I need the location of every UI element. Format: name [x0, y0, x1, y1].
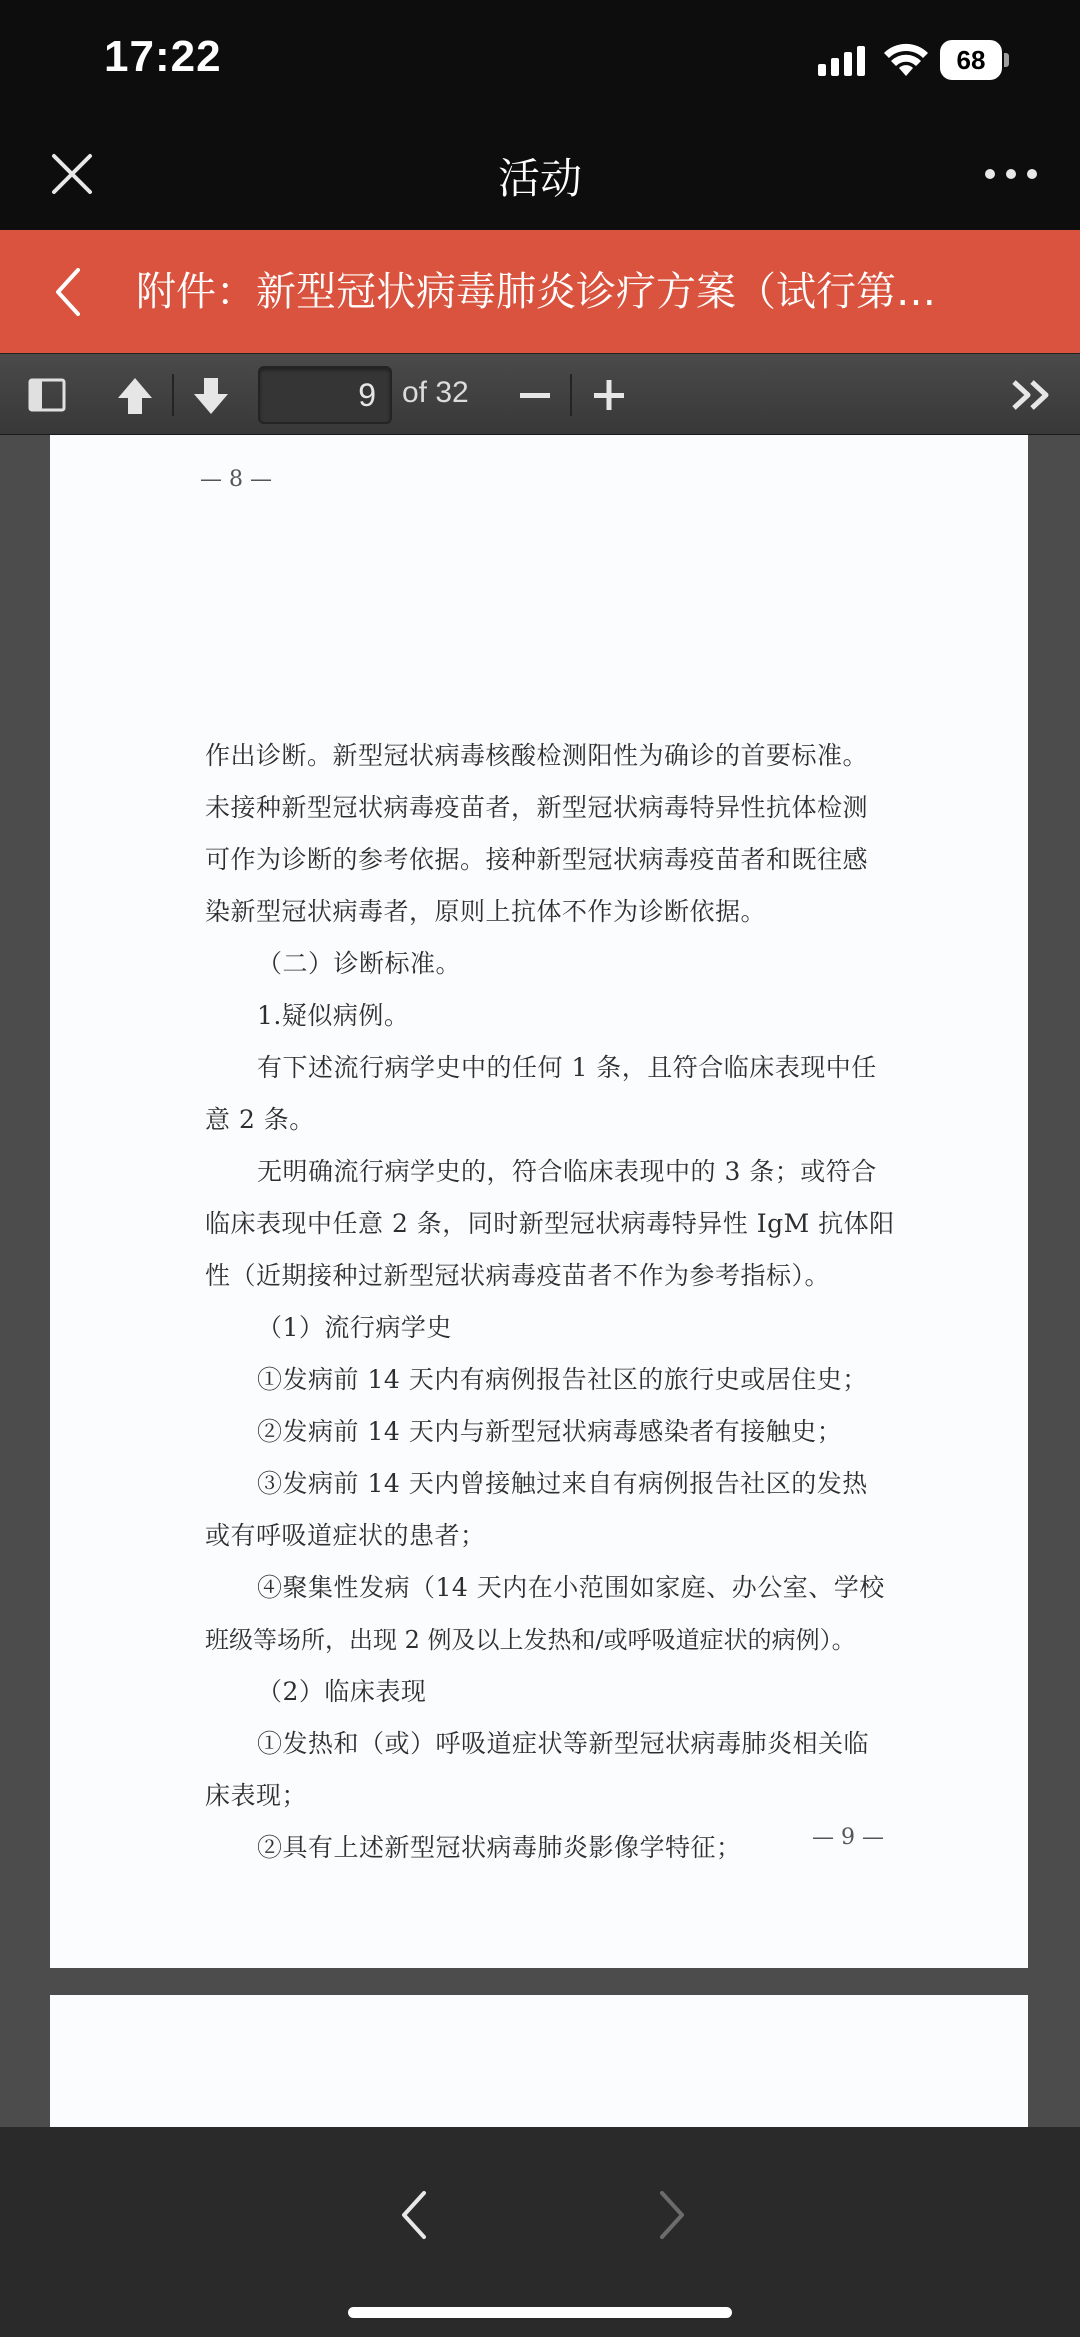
status-bar	[0, 0, 1080, 120]
nav-title: 活动	[497, 154, 582, 203]
text-line: 1.疑似病例。	[257, 1001, 410, 1030]
home-indicator[interactable]	[348, 2307, 732, 2318]
battery-level: 68	[940, 40, 1002, 80]
more-icon[interactable]	[976, 142, 1046, 206]
signal-icon	[818, 44, 868, 78]
double-chevron-right-icon[interactable]	[1004, 366, 1060, 424]
text-line: 作出诊断。新型冠状病毒核酸检测阳性为确诊的首要标准。	[205, 741, 869, 770]
text-line: （2）临床表现	[257, 1677, 427, 1706]
text-line: 意 2 条。	[205, 1105, 315, 1134]
battery-tip	[1004, 53, 1009, 67]
sidebar-toggle-icon[interactable]	[24, 366, 70, 424]
text-line: ②发病前 14 天内与新型冠状病毒感染者有接触史；	[257, 1417, 843, 1446]
wifi-icon	[882, 40, 930, 78]
text-line: 可作为诊断的参考依据。接种新型冠状病毒疫苗者和既往感	[205, 845, 869, 874]
battery-icon	[940, 40, 1010, 80]
pdf-page-10	[50, 1995, 1028, 2127]
text-line: ④聚集性发病（14 天内在小范围如家庭、办公室、学校	[257, 1573, 885, 1602]
zoom-in-icon[interactable]	[586, 366, 632, 424]
text-line: 或有呼吸道症状的患者；	[205, 1521, 486, 1550]
text-line: 染新型冠状病毒者，原则上抗体不作为诊断依据。	[205, 897, 767, 926]
page-number-input[interactable]	[258, 366, 392, 424]
document-header	[0, 230, 1080, 353]
page-footer-number: — 9 —	[812, 1825, 884, 1850]
text-line: 性（近期接种过新型冠状病毒疫苗者不作为参考指标）。	[205, 1261, 831, 1290]
text-line: ③发病前 14 天内曾接触过来自有病例报告社区的发热	[257, 1469, 868, 1498]
page-count: of 32	[402, 376, 469, 409]
close-icon[interactable]	[40, 142, 104, 206]
back-icon[interactable]	[44, 260, 94, 324]
page-footer-number: — 8 —	[200, 467, 272, 492]
text-line: 班级等场所，出现 2 例及以上发热和/或呼吸道症状的病例）。	[205, 1626, 856, 1654]
text-line: （1）流行病学史	[257, 1313, 452, 1342]
chevron-left-icon[interactable]	[390, 2183, 440, 2247]
text-line: 无明确流行病学史的，符合临床表现中的 3 条；或符合	[257, 1157, 877, 1186]
toolbar-separator	[172, 374, 174, 416]
bottom-navigation-bar	[0, 2127, 1080, 2337]
text-line: 床表现；	[205, 1781, 308, 1810]
toolbar-separator	[570, 374, 572, 416]
next-page-icon[interactable]	[186, 366, 236, 424]
text-line: 未接种新型冠状病毒疫苗者，新型冠状病毒特异性抗体检测	[205, 793, 869, 822]
pdf-viewer[interactable]	[0, 435, 1080, 2127]
pdf-page-9	[50, 588, 1028, 1968]
text-line: ①发病前 14 天内有病例报告社区的旅行史或居住史；	[257, 1365, 868, 1394]
chevron-right-icon[interactable]	[646, 2183, 696, 2247]
text-line: ②具有上述新型冠状病毒肺炎影像学特征；	[257, 1833, 742, 1862]
text-line: （二）诊断标准。	[257, 949, 462, 978]
text-line: ①发热和（或）呼吸道症状等新型冠状病毒肺炎相关临	[257, 1729, 870, 1758]
previous-page-icon[interactable]	[110, 366, 160, 424]
text-line: 有下述流行病学史中的任何 1 条，且符合临床表现中任	[257, 1053, 877, 1082]
pdf-toolbar	[0, 353, 1080, 435]
zoom-out-icon[interactable]	[512, 366, 558, 424]
nav-bar	[0, 120, 1080, 230]
status-time: 17:22	[104, 32, 222, 81]
text-line: 临床表现中任意 2 条，同时新型冠状病毒特异性 IgM 抗体阳	[205, 1209, 895, 1238]
document-title: 附件：新型冠状病毒肺炎诊疗方案（试行第…	[136, 269, 936, 315]
